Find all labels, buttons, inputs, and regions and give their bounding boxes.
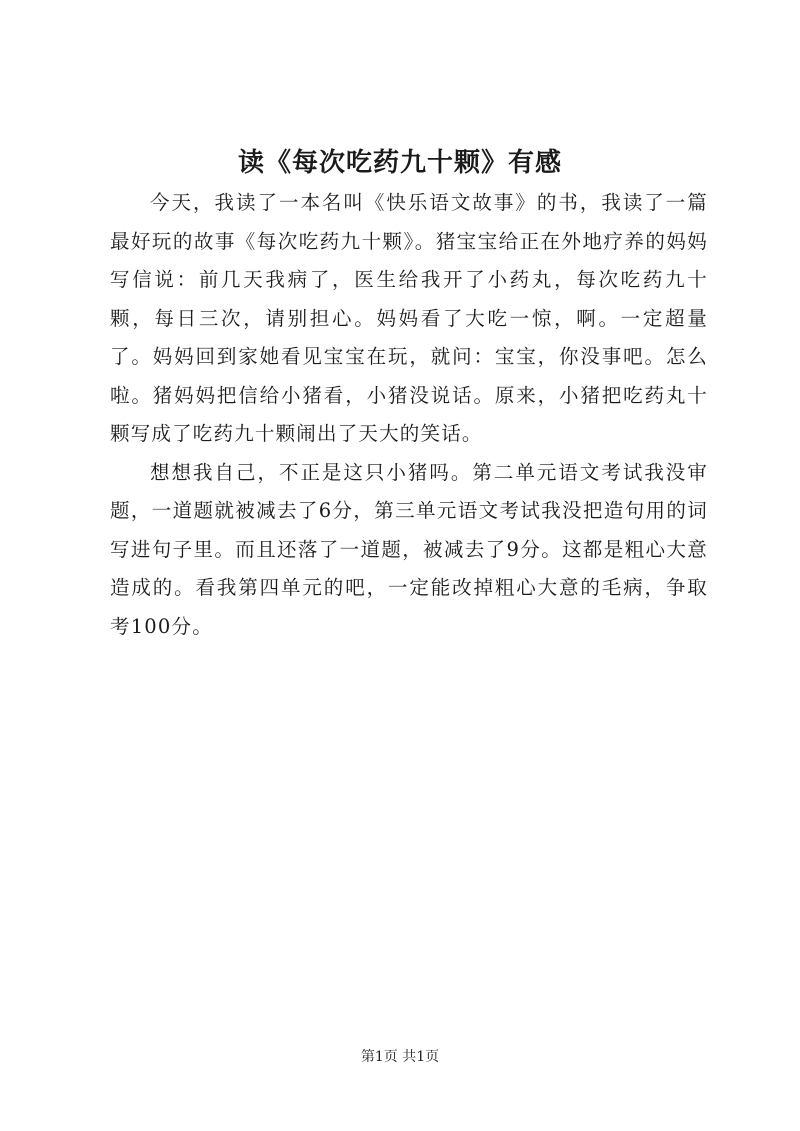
page-title: 读《每次吃药九十颗》有感 [237, 148, 562, 178]
page-footer: 第1页 共1页 [360, 1049, 440, 1065]
paragraph: 今天，我读了一本名叫《快乐语文故事》的书，我读了一篇最好玩的故事《每次吃药九十颗》。猪宝宝给正在外地疗养的妈妈写信说：前几天我病了，医生给我开了小药丸，每次吃药九十颗，每日三次，请别担心。妈妈看了大吃一惊，啊。一定超量了。妈妈回到家她看见宝宝在玩，就问：宝宝，你没事吧。怎么啦。猪妈妈把信给小猪看，小猪没说话。原来，小猪把吃药丸十颗写成了吃药九十颗闹出了天大的笑话。 [110, 191, 708, 445]
document-body [110, 184, 708, 646]
paragraph: 想想我自己，不正是这只小猪吗。第二单元语文考试我没审题，一道题就被减去了6分，第三单元语文考试我没把造句用的词写进句子里。而且还落了一道题，被减去了9分。这都是粗心大意造成的。看我第四单元的吧，一定能改掉粗心大意的毛病，争取考100分。 [110, 460, 708, 638]
